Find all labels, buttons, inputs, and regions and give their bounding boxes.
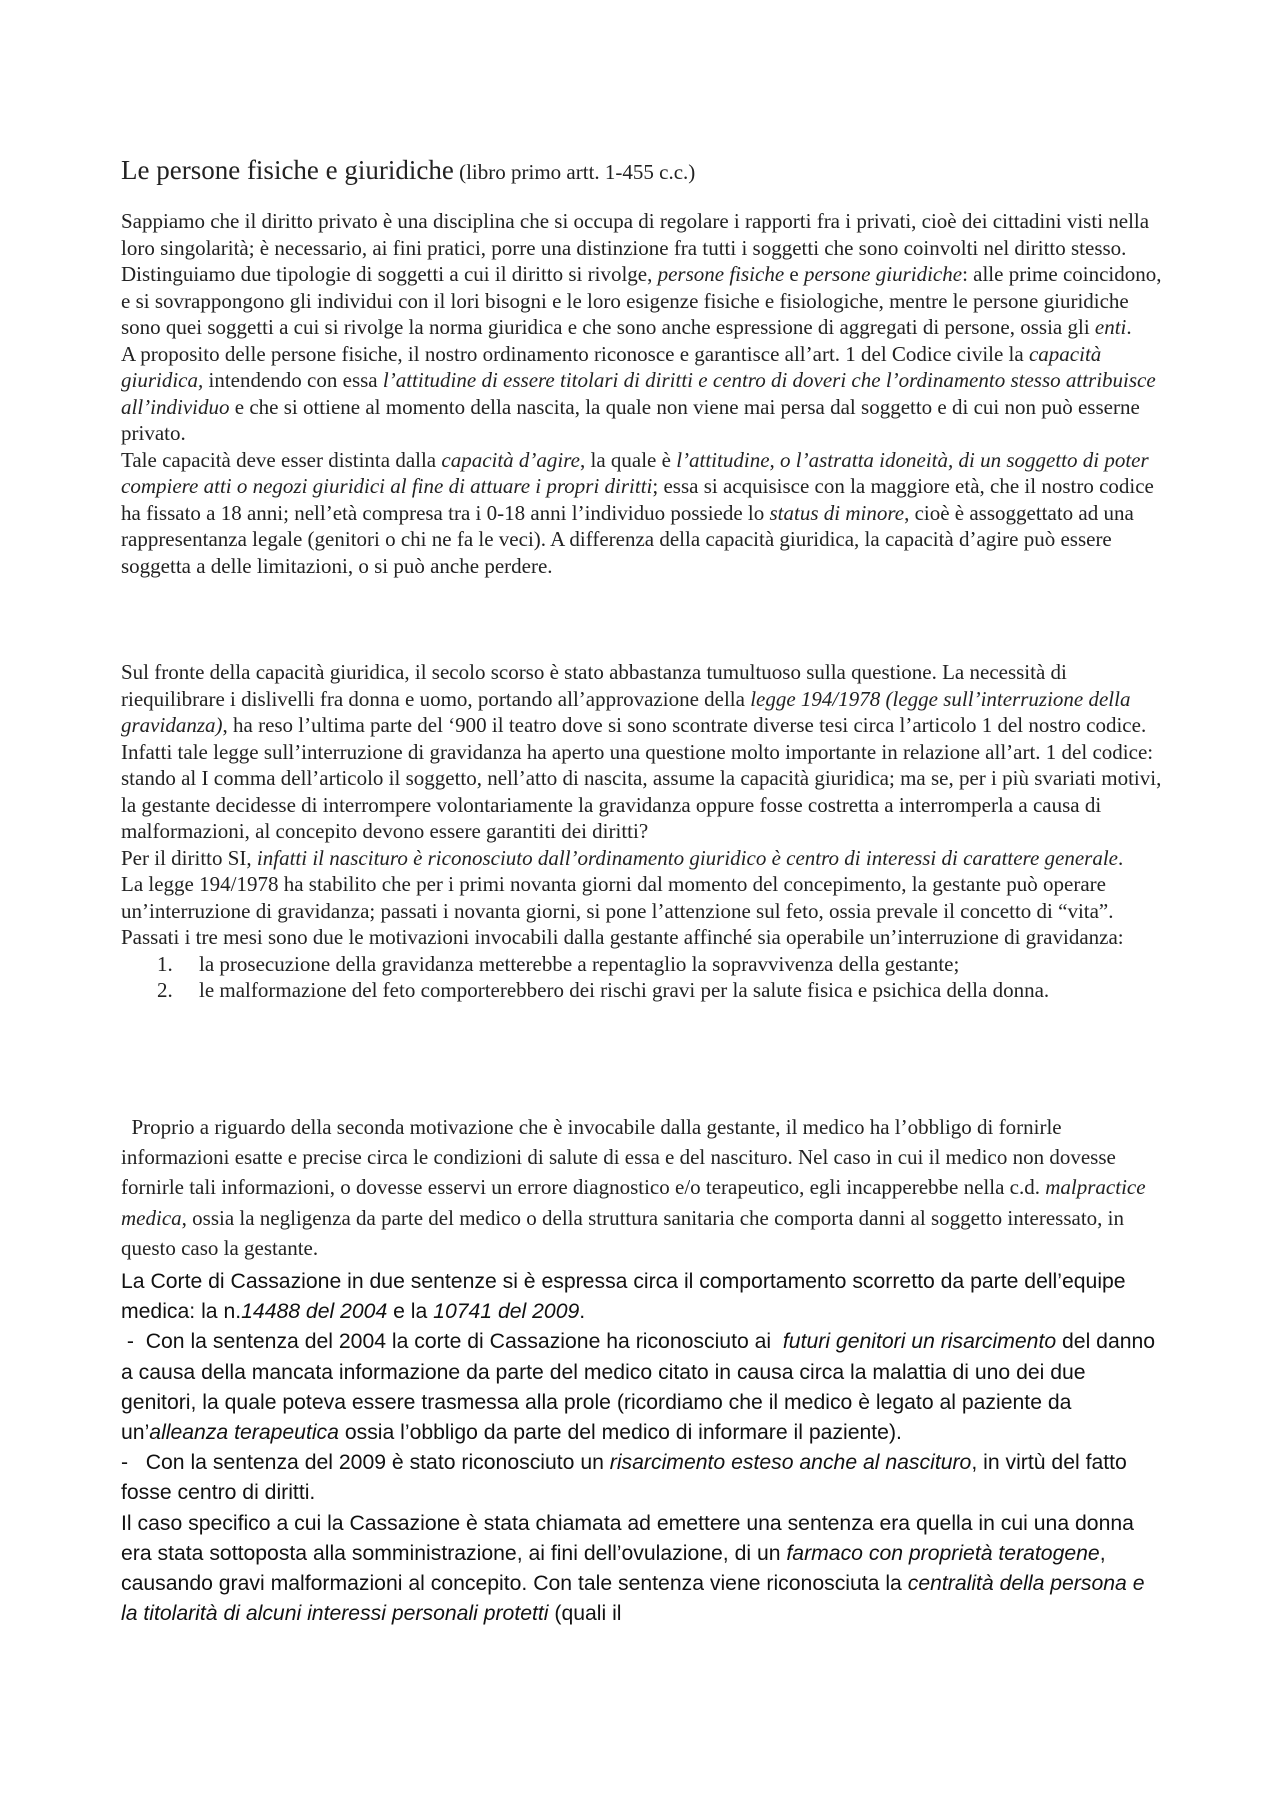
paragraph-secolo-scorso: Sul fronte della capacità giuridica, il secolo scorso è stato abbastanza tumultuoso sulla questione. La necessità di riequilibrare i dislivelli fra donna e uomo, portando all’approvazione della legge 194/1978 (legge sull’interruzione della gravidanza), ha reso l’ultima parte del ‘900 il teatro dove si sono scontrate diverse tesi circa l’articolo 1 del nostro codice. Infatti tale legge sull’interruzione di gravidanza ha aperto una questione molto importante in relazione all’art. 1 del codice: stando al I comma dell’articolo il soggetto, nell’atto di nascita, assume la capacità giuridica; ma se, per i più svariati motivi, la gestante decidesse di interrompere volontariamente la gravidanza oppure fosse costretta a interromperla a causa di malformazioni, al concepito devono essere garantiti dei diritti? <box>121 660 1162 843</box>
paragraph-diritto-si: Per il diritto SI, infatti il nascituro è riconosciuto dall’ordinamento giuridico è centro di interessi di carattere generale. <box>121 845 1124 870</box>
title-subtitle: (libro primo artt. 1-455 c.c.) <box>453 160 696 184</box>
paragraph-caso-specifico: Il caso specifico a cui la Cassazione è stata chiamata ad emettere una sentenza era quella in cui una donna era stata sottoposta alla somministrazione, ai fini dell’ovulazione, di un farmaco con proprietà teratogene, causando gravi malformazioni al concepito. Con tale sentenza viene riconosciuta la centralità della persona e la titolarità di alcuni interessi personali protetti (quali il <box>121 1511 1145 1626</box>
paragraph-intro: Sappiamo che il diritto privato è una disciplina che si occupa di regolare i rapporti fra i privati, cioè dei cittadini visti nella loro singolarità; è necessario, ai fini pratici, porre una distinzione fra tutti i soggetti che sono coinvolti nel diritto stesso. Distinguiamo due tipologie di soggetti a cui il diritto si rivolge, persone fisiche e persone giuridiche: alle prime coincidono, e si sovrappongono gli individui con il lori bisogni e le loro esigenze fisiche e fisiologiche, mentre le persone giuridiche sono quei soggetti a cui si rivolge la norma giuridica e che sono anche espressione di aggregati di persone, ossia gli enti. <box>121 209 1162 339</box>
section-malpractice <box>121 1112 1166 1263</box>
list-item <box>121 951 1166 978</box>
section-cassazione <box>121 1267 1166 1629</box>
title-main: Le persone fisiche e giuridiche <box>121 155 454 185</box>
list-item <box>121 977 1166 1004</box>
list-item-text: la prosecuzione della gravidanza metterebbe a repentaglio la sopravvivenza della gestante; <box>199 951 960 976</box>
paragraph-corte-cassazione: La Corte di Cassazione in due sentenze si è espressa circa il comportamento scorretto da parte dell’equipe medica: la n.14488 del 2004 e la 10741 del 2009. <box>121 1270 1126 1324</box>
section-persone <box>121 208 1166 579</box>
section-legge-194 <box>121 659 1166 1004</box>
paragraph-malpractice: Proprio a riguardo della seconda motivazione che è invocabile dalla gestante, il medico ha l’obbligo di fornirle informazioni esatte e precise circa le condizioni di salute di essa e del nascituro. Nel caso in cui il medico non dovesse fornirle tali informazioni, o dovesse esservi un errore diagnostico e/o terapeutico, egli incapperebbe nella c.d. malpractice medica, ossia la negligenza da parte del medico o della struttura sanitaria che comporta danni al soggetto interessato, in questo caso la gestante. <box>121 1115 1151 1260</box>
page-title <box>121 152 1161 190</box>
paragraph-sentenza-2004: - Con la sentenza del 2004 la corte di Cassazione ha riconosciuto ai futuri genitori un risarcimento del danno a causa della mancata informazione da parte del medico citato in causa circa la malattia di uno dei due genitori, la quale poteva essere trasmessa alla prole (ricordiamo che il medico è legato al paziente da un’alleanza terapeutica ossia l’obbligo da parte del medico di informare il paziente). <box>121 1330 1161 1445</box>
paragraph-capacita-agire: Tale capacità deve esser distinta dalla capacità d’agire, la quale è l’attitudine, o l’astratta idoneità, di un soggetto di poter compiere atti o negozi giuridici al fine di attuare i propri diritti; essa si acquisisce con la maggiore età, che il nostro codice ha fissato a 18 anni; nell’età compresa tra i 0-18 anni l’individuo possiede lo status di minore, cioè è assoggettato ad una rappresentanza legale (genitori o chi ne fa le veci). A differenza della capacità giuridica, la capacità d’agire può essere soggetta a delle limitazioni, o si può anche perdere. <box>121 447 1154 578</box>
list-item-text: le malformazione del feto comporterebbero dei rischi gravi per la salute fisica e psichica della donna. <box>199 978 1050 1002</box>
paragraph-novanta-giorni: La legge 194/1978 ha stabilito che per i primi novanta giorni dal momento del concepimento, la gestante può operare un’interruzione di gravidanza; passati i novanta giorni, si pone l’attenzione sul feto, ossia prevale il concetto di “vita”. Passati i tre mesi sono due le motivazioni invocabili dalla gestante affinché sia operabile un’interruzione di gravidanza: <box>121 872 1124 949</box>
paragraph-capacita-giuridica: A proposito delle persone fisiche, il nostro ordinamento riconosce e garantisce all’art. 1 del Codice civile la capacità giuridica, intendendo con essa l’attitudine di essere titolari di diritti e centro di doveri che l’ordinamento stesso attribuisce all’individuo e che si ottiene al momento della nascita, la quale non viene mai persa dal soggetto e di cui non può esserne privato. <box>121 341 1156 445</box>
paragraph-sentenza-2009: - Con la sentenza del 2009 è stato riconosciuto un risarcimento esteso anche al nascituro, in virtù del fatto fosse centro di diritti. <box>121 1451 1133 1505</box>
list-item-number: 2. <box>157 978 173 1002</box>
list-item-number: 1. <box>157 951 173 976</box>
motivazioni-list <box>121 951 1166 1004</box>
